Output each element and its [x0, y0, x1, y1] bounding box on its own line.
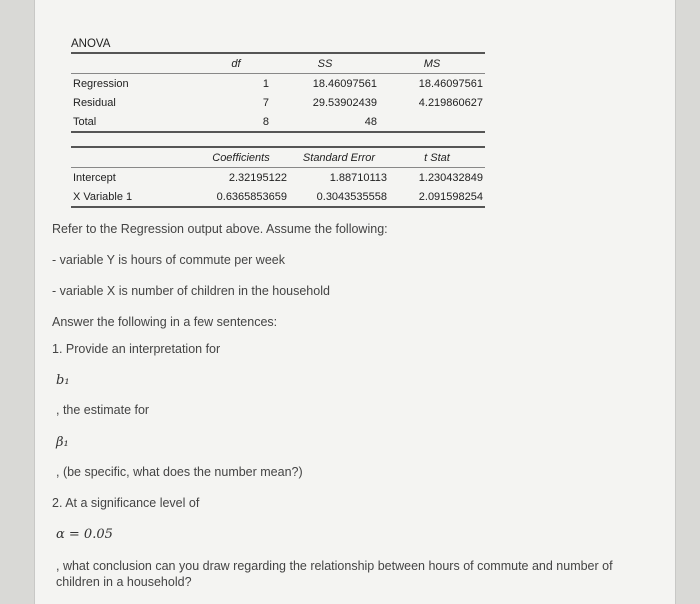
ms-cell: [379, 112, 485, 132]
ss-cell: 29.53902439: [312, 96, 377, 109]
bullet-variable-x: - variable X is number of children in the household: [52, 284, 330, 298]
ms-cell: 4.219860627: [418, 96, 483, 109]
coef-header-standard-error: Standard Error: [289, 147, 389, 168]
coef-cell: 0.6365853659: [193, 187, 289, 207]
anova-header-ss: SS: [271, 53, 379, 74]
row-label: Regression: [73, 77, 129, 90]
anova-table: [71, 52, 485, 133]
se-cell: 0.3043535558: [289, 187, 389, 207]
instruction-text: Answer the following in a few sentences:: [52, 315, 278, 329]
row-label: Intercept: [73, 171, 116, 184]
anova-row-residual: [71, 93, 485, 112]
anova-title: ANOVA: [71, 38, 111, 50]
row-label: Residual: [73, 96, 116, 109]
anova-header-ms: MS: [379, 53, 485, 74]
coef-row-intercept: [71, 168, 485, 188]
df-cell: 1: [262, 77, 269, 90]
be-specific-text: , (be specific, what does the number mean?): [56, 465, 303, 479]
coef-header-row: [71, 147, 485, 168]
coef-header-blank: [71, 147, 193, 168]
b1-symbol: b₁: [56, 373, 70, 388]
row-label: X Variable 1: [71, 187, 193, 207]
anova-header-blank: [71, 53, 201, 74]
coef-cell: 2.32195122: [228, 171, 287, 184]
coef-header-coefficients: Coefficients: [193, 147, 289, 168]
bullet-variable-y: - variable Y is hours of commute per week: [52, 253, 285, 267]
ms-cell: 18.46097561: [418, 77, 483, 90]
anova-row-total: [71, 112, 485, 132]
coef-header-t-stat: t Stat: [389, 147, 485, 168]
estimate-for-text: , the estimate for: [56, 403, 150, 417]
t-cell: 2.091598254: [389, 187, 485, 207]
conclusion-question: , what conclusion can you draw regarding the relationship between hours of commute and number of children in a household?: [56, 559, 613, 589]
anova-header-df: df: [201, 53, 271, 74]
document-page: [34, 0, 676, 604]
coef-row-x-variable-1: [71, 187, 485, 207]
df-cell: 8: [201, 112, 271, 132]
anova-header-row: [71, 53, 485, 74]
question-2: 2. At a significance level of: [52, 496, 200, 510]
intro-text: Refer to the Regression output above. Assume the following:: [52, 222, 388, 236]
row-label: Total: [71, 112, 201, 132]
alpha-value: α = 0.05: [56, 527, 113, 542]
ss-cell: 18.46097561: [312, 77, 377, 90]
t-cell: 1.230432849: [418, 171, 483, 184]
anova-row-regression: [71, 74, 485, 94]
df-cell: 7: [262, 96, 269, 109]
question-1: 1. Provide an interpretation for: [52, 342, 221, 356]
beta1-symbol: β₁: [56, 435, 69, 450]
ss-cell: 48: [271, 112, 379, 132]
coefficients-table: [71, 146, 485, 208]
se-cell: 1.88710113: [329, 171, 387, 184]
